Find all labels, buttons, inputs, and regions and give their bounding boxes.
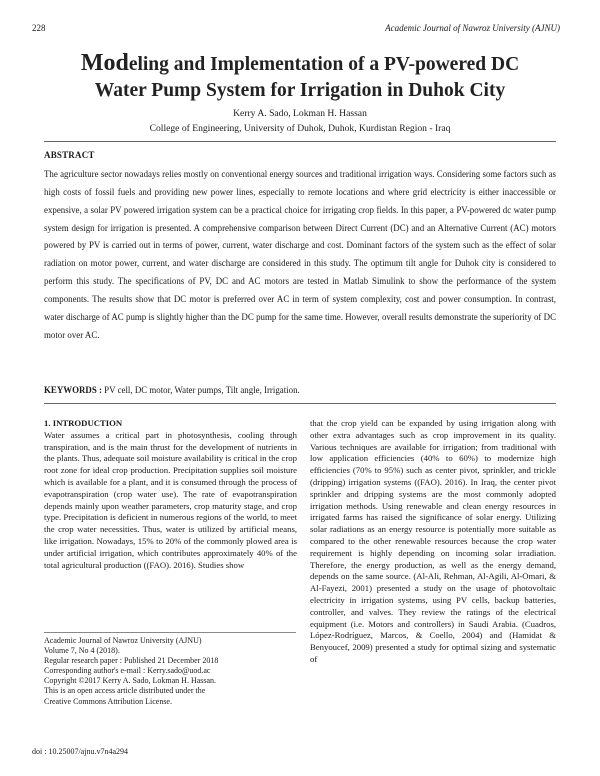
title-line-2: Water Pump System for Irrigation in Duhok City: [94, 80, 506, 101]
footnote: [44, 636, 297, 707]
page-number: 228: [32, 23, 46, 33]
divider-top: [44, 141, 556, 142]
affiliation: College of Engineering, University of Duhok, Duhok, Kurdistan Region - Iraq: [149, 123, 451, 134]
abstract-heading: ABSTRACT: [44, 150, 95, 160]
footnote-line: Academic Journal of Nawroz University (AJNU): [44, 636, 202, 645]
footnote-divider: [44, 632, 296, 633]
divider-middle: [44, 403, 556, 404]
intro-left-text: Water assumes a critical part in photosynthesis, cooling through transpiration, and is the main thrust for the development of nutrients in the plants. Thus, adequate soil moisture availability is critical in the crop root zone for ideal crop production. Precipitation supplies soil moisture which is available for a plant, and it is consumed through the process of evapotranspiration (crop water use). The rate of evapotranspiration depends mainly upon weather parameters, crop maturity stage, and crop type. Precipitation is deficient in numerous regions of the world, to meet the crop water necessities. Thus, water is utilized by artificial means, like irrigation. Nowadays, 15% to 20% of the commonly plowed area is under artificial irrigation, which contributes approximately 40% of the total agricultural production ((FAO). 2016). Studies show: [44, 429, 297, 570]
section-heading-introduction: 1. INTRODUCTION: [44, 418, 123, 428]
paper-title: [30, 50, 570, 104]
footnote-line: Creative Commons Attribution License.: [44, 696, 172, 706]
keywords-label: KEYWORDS :: [44, 385, 102, 395]
intro-left-column: [44, 418, 297, 571]
footnote-line: Regular research paper : Published 21 December 2018: [44, 656, 219, 666]
footnote-line: This is an open access article distributed under the: [44, 686, 206, 696]
footnote-line: Copyright ©2017 Kerry A. Sado, Lokman H. Hassan.: [44, 676, 217, 686]
abstract-body: The agriculture sector nowadays relies mostly on conventional energy sources and traditional irrigation ways. Considering some factors such as high costs of fossil fuels and providing new power lines, especially to remote locations and where grid electricity is either inaccessible or expensive, a solar PV powered irrigation system can be a practical choice for irrigating crop fields. In this paper, a PV-powered dc water pump system design for irrigation is presented. A comprehensive comparison between Direct Current (DC) and an Alternative Current (AC) motors powered by PV is carried out in terms of power, current, water discharge and cost. Dominant factors of the system such as the effect of solar radiation on motor power, current, and water discharge are considered in this study. The optimum tilt angle for Duhok city is considered to perform this study. The specifications of PV, DC and AC motors are tested in Matlab Simulink to show the performance of the system components. The results show that DC motor is preferred over AC in term of system complexity, cost and power consumption. In contrast, water discharge of AC pump is slightly higher than the DC pump for the same time. However, overall results demonstrate the superiority of DC motor over AC.: [44, 169, 556, 340]
keywords-text: PV cell, DC motor, Water pumps, Tilt angle, Irrigation.: [104, 385, 300, 395]
journal-header: Academic Journal of Nawroz University (AJNU): [385, 23, 560, 33]
footnote-line: Volume 7, No 4 (2018).: [44, 646, 120, 656]
title-first-letters: Mod: [80, 50, 129, 76]
authors: Kerry A. Sado, Lokman H. Hassan: [233, 108, 367, 119]
footnote-line: Corresponding author's e-mail : Kerry.sado@uod.ac: [44, 666, 211, 676]
keywords: [44, 385, 556, 395]
intro-right-column: that the crop yield can be expanded by using irrigation along with other extra advantages such as crop improvement in its quality. Various techniques are available for irrigation; from traditional with low application efficiencies (40% to 60%) to modernize high efficiencies (70% to 95%) such as center pivot, sprinkler, and trickle (dripping) irrigation systems ((FAO). 2016). In Iraq, the center pivot sprinkler and dripping systems are the most commonly adopted irrigation methods. Using renewable and clean energy resources in irrigated farms has raised the significance of solar energy. Utilizing solar radiations as an energy resource is potentially more suitable as compared to the other renewable resources because the crop water requirement is highly depending on incoming solar irradiation. Therefore, the energy production, as well as the energy demand, depends on the same source. (Al-Ali, Rehman, Al-Agili, Al-Omari, & Al-Fayezi, 2001) presented a study on the usage of photovoltaic electricity in irrigation systems, using PV cells, backup batteries, controller, and valves. They review the ratings of the electrical equipment (i.e. Motors and controllers) in Saudi Arabia. (Cuadros, López-Rodríguez, Marcos, & Coello, 2004) and (Hamidat & Benyoucef, 2009) presented a study for optimal sizing and systematic of: [310, 418, 556, 664]
title-line-1: eling and Implementation of a PV-powered DC: [128, 54, 520, 75]
doi: doi : 10.25007/ajnu.v7n4a294: [32, 747, 128, 756]
